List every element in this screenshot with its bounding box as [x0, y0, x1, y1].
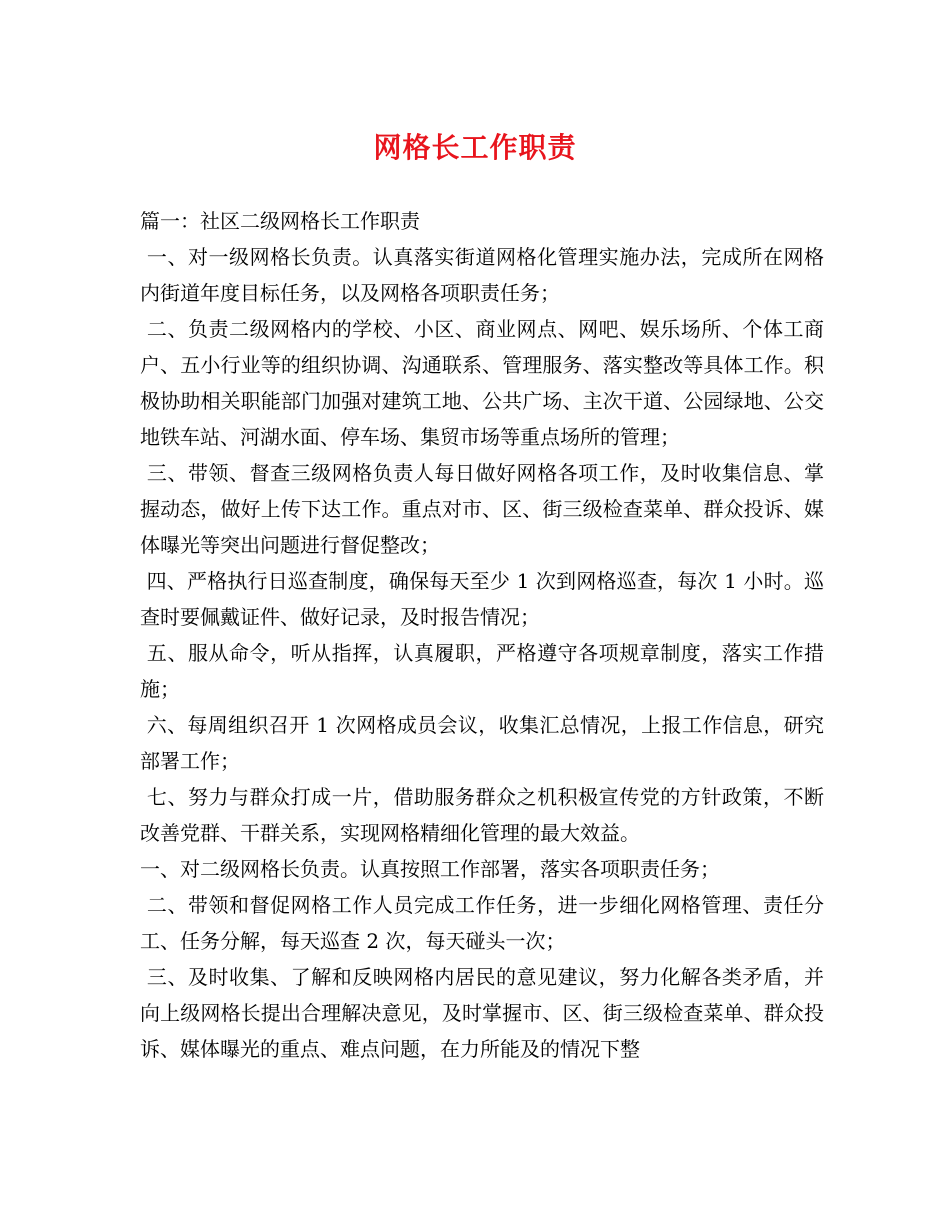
duty-item-8: 一、对二级网格长负责。认真按照工作部署，落实各项职责任务；: [140, 857, 720, 881]
document-body: [140, 203, 824, 1067]
duty-item-1: 一、对一级网格长负责。认真落实街道网格化管理实施办法，完成所在网格内街道年度目标任务，以及网格各项职责任务；: [140, 245, 825, 305]
duty-item-2: 二、负责二级网格内的学校、小区、商业网点、网吧、娱乐场所、个体工商户、五小行业等的组织协调、沟通联系、管理服务、落实整改等具体工作。积极协助相关职能部门加强对建筑工地、公共广场、主次干道、公园绿地、公交地铁车站、河湖水面、停车场、集贸市场等重点场所的管理；: [140, 317, 825, 449]
document-title: 网格长工作职责: [373, 131, 577, 164]
duty-item-4: 四、严格执行日巡查制度，确保每天至少 1 次到网格巡查，每次 1 小时。巡查时要佩戴证件、做好记录，及时报告情况；: [140, 569, 824, 629]
duty-item-10: 三、及时收集、了解和反映网格内居民的意见建议，努力化解各类矛盾，并向上级网格长提出合理解决意见，及时掌握市、区、街三级检查菜单、群众投诉、媒体曝光的重点、难点问题，在力所能及的情况下整: [140, 965, 825, 1061]
duty-item-3: 三、带领、督查三级网格负责人每日做好网格各项工作，及时收集信息、掌握动态，做好上传下达工作。重点对市、区、街三级检查菜单、群众投诉、媒体曝光等突出问题进行督促整改；: [140, 461, 825, 557]
section-heading-1: 篇一：社区二级网格长工作职责: [140, 209, 420, 233]
duty-item-9: 二、带领和督促网格工作人员完成工作任务，进一步细化网格管理、责任分工、任务分解，每天巡查 2 次，每天碰头一次；: [140, 893, 825, 953]
duty-item-7: 七、努力与群众打成一片，借助服务群众之机积极宣传党的方针政策，不断改善党群、干群关系，实现网格精细化管理的最大效益。: [140, 785, 825, 845]
duty-item-6: 六、每周组织召开 1 次网格成员会议，收集汇总情况，上报工作信息，研究部署工作；: [140, 713, 824, 773]
duty-item-5: 五、服从命令，听从指挥，认真履职，严格遵守各项规章制度，落实工作措施；: [140, 641, 825, 701]
